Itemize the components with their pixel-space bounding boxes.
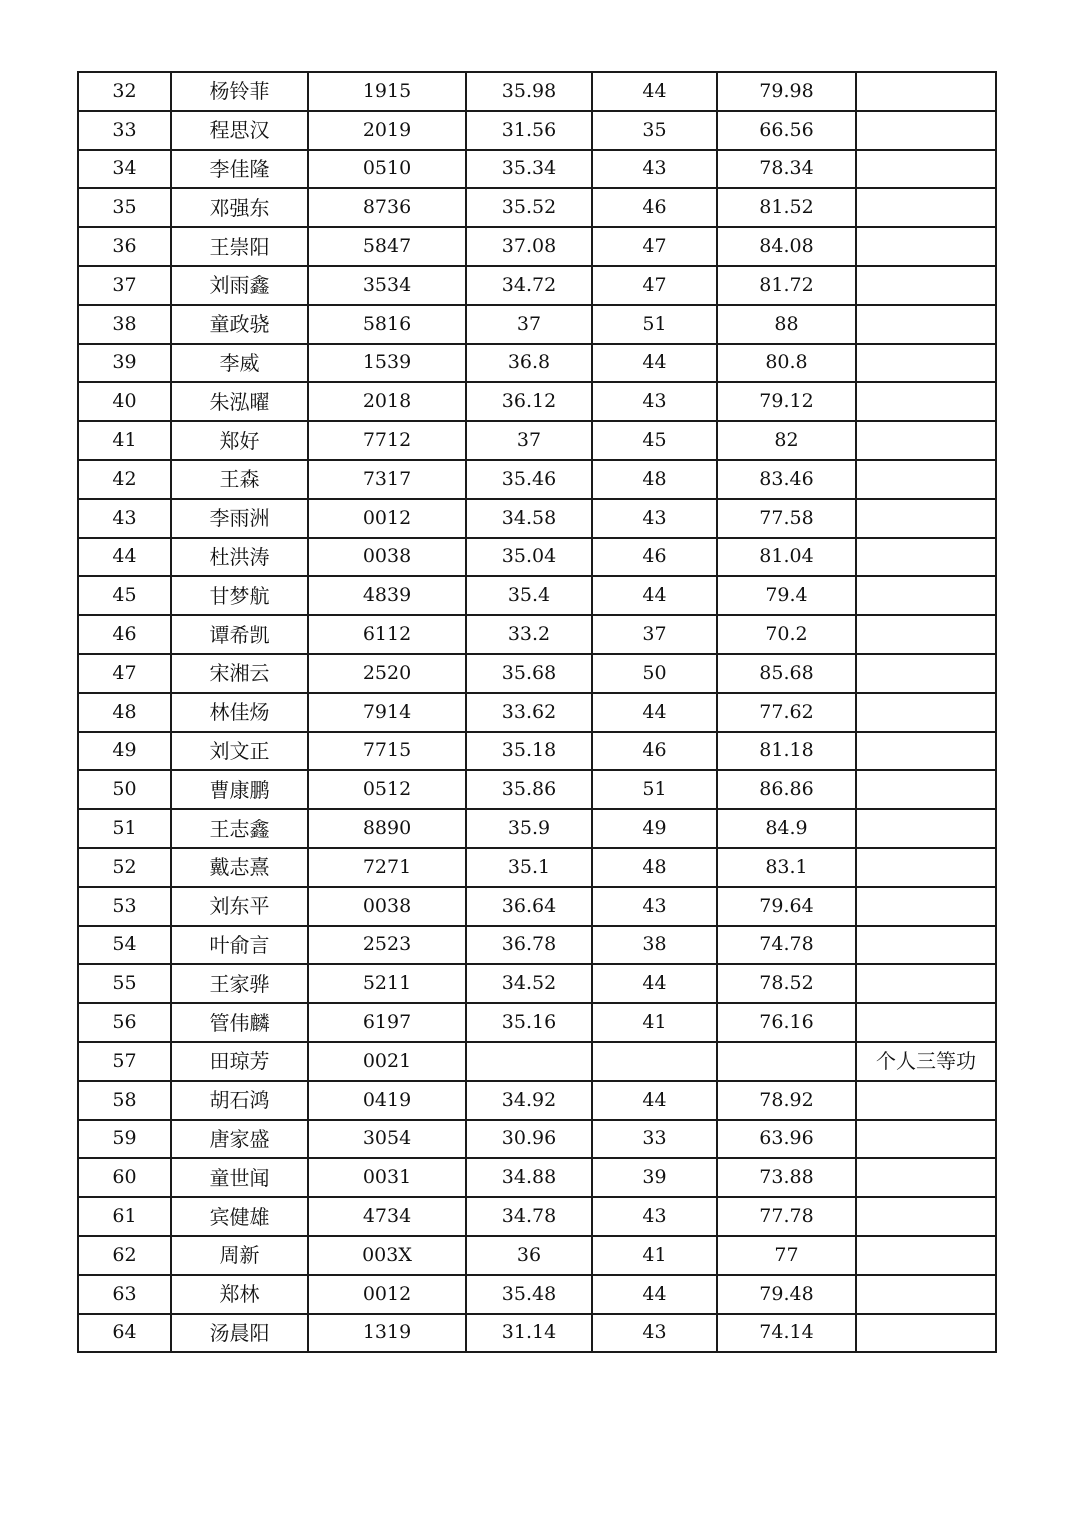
cell-number: 50 [78,770,171,809]
table-row [78,266,996,305]
cell-score-a: 35.98 [466,72,592,111]
cell-remark [856,150,996,189]
cell-id: 2018 [308,382,466,421]
table-row [78,421,996,460]
cell-remark [856,344,996,383]
cell-id: 0012 [308,1275,466,1314]
cell-remark [856,1158,996,1197]
table-row [78,382,996,421]
cell-score-b: 41 [592,1003,717,1042]
cell-remark [856,266,996,305]
cell-total: 78.52 [717,964,856,1003]
cell-name: 王崇阳 [171,227,308,266]
cell-total: 80.8 [717,344,856,383]
cell-name: 田琼芳 [171,1042,308,1081]
cell-number: 39 [78,344,171,383]
cell-remark [856,188,996,227]
cell-score-b: 43 [592,887,717,926]
score-table [77,71,997,1353]
cell-total: 78.92 [717,1081,856,1120]
cell-score-a: 35.04 [466,538,592,577]
cell-name: 童世闻 [171,1158,308,1197]
cell-total: 86.86 [717,770,856,809]
cell-name: 程思汉 [171,111,308,150]
cell-remark [856,887,996,926]
table-row [78,576,996,615]
cell-name: 郑林 [171,1275,308,1314]
table-row [78,1081,996,1120]
table-row [78,1314,996,1353]
cell-name: 李佳隆 [171,150,308,189]
cell-id: 7715 [308,732,466,771]
cell-id: 8890 [308,809,466,848]
cell-total: 70.2 [717,615,856,654]
cell-score-b: 44 [592,344,717,383]
cell-number: 36 [78,227,171,266]
cell-id: 7317 [308,460,466,499]
cell-score-b: 43 [592,1314,717,1353]
cell-score-b: 44 [592,1275,717,1314]
cell-remark [856,964,996,1003]
cell-id: 6197 [308,1003,466,1042]
cell-number: 49 [78,732,171,771]
cell-number: 40 [78,382,171,421]
cell-total: 85.68 [717,654,856,693]
table-row [78,538,996,577]
cell-score-b: 44 [592,693,717,732]
cell-name: 邓强东 [171,188,308,227]
cell-name: 甘梦航 [171,576,308,615]
cell-name: 朱泓曜 [171,382,308,421]
cell-id: 4839 [308,576,466,615]
cell-number: 53 [78,887,171,926]
cell-score-b: 44 [592,72,717,111]
cell-name: 谭希凯 [171,615,308,654]
table-row [78,188,996,227]
cell-score-b: 46 [592,538,717,577]
cell-total: 79.98 [717,72,856,111]
table-row [78,770,996,809]
table-row [78,693,996,732]
cell-total: 83.46 [717,460,856,499]
table-row [78,227,996,266]
cell-remark [856,693,996,732]
cell-id: 0021 [308,1042,466,1081]
cell-total: 81.18 [717,732,856,771]
cell-remark [856,499,996,538]
cell-score-a: 36 [466,1236,592,1275]
cell-number: 57 [78,1042,171,1081]
cell-remark: 个人三等功 [856,1042,996,1081]
cell-score-b: 46 [592,188,717,227]
cell-remark [856,576,996,615]
cell-score-a: 35.68 [466,654,592,693]
cell-score-a: 36.64 [466,887,592,926]
cell-number: 45 [78,576,171,615]
table-row [78,72,996,111]
cell-name: 曹康鹏 [171,770,308,809]
cell-score-b: 43 [592,150,717,189]
cell-number: 44 [78,538,171,577]
cell-number: 32 [78,72,171,111]
table-row [78,654,996,693]
cell-remark [856,1003,996,1042]
cell-remark [856,770,996,809]
cell-score-b: 47 [592,227,717,266]
cell-remark [856,305,996,344]
cell-score-a: 36.78 [466,926,592,965]
table-row [78,1275,996,1314]
cell-id: 7271 [308,848,466,887]
cell-score-a [466,1042,592,1081]
cell-remark [856,382,996,421]
cell-score-b [592,1042,717,1081]
cell-number: 43 [78,499,171,538]
cell-score-a: 35.86 [466,770,592,809]
cell-score-a: 34.72 [466,266,592,305]
cell-score-b: 43 [592,499,717,538]
cell-score-a: 30.96 [466,1120,592,1159]
table-row [78,848,996,887]
cell-score-a: 36.12 [466,382,592,421]
cell-name: 刘雨鑫 [171,266,308,305]
cell-score-b: 41 [592,1236,717,1275]
cell-id: 1319 [308,1314,466,1353]
cell-score-a: 33.2 [466,615,592,654]
cell-remark [856,421,996,460]
cell-name: 李雨洲 [171,499,308,538]
cell-remark [856,1120,996,1159]
cell-remark [856,1314,996,1353]
cell-remark [856,227,996,266]
cell-total: 81.52 [717,188,856,227]
cell-number: 64 [78,1314,171,1353]
cell-score-a: 35.4 [466,576,592,615]
cell-total: 79.4 [717,576,856,615]
cell-total: 77.78 [717,1197,856,1236]
cell-name: 唐家盛 [171,1120,308,1159]
table-row [78,887,996,926]
cell-score-a: 35.18 [466,732,592,771]
cell-score-b: 50 [592,654,717,693]
cell-name: 刘东平 [171,887,308,926]
cell-score-b: 44 [592,576,717,615]
cell-name: 林佳炀 [171,693,308,732]
table-row [78,964,996,1003]
cell-total: 83.1 [717,848,856,887]
cell-number: 46 [78,615,171,654]
cell-score-a: 35.34 [466,150,592,189]
cell-name: 郑好 [171,421,308,460]
cell-score-a: 35.46 [466,460,592,499]
cell-id: 0512 [308,770,466,809]
cell-score-b: 37 [592,615,717,654]
cell-score-a: 35.52 [466,188,592,227]
cell-number: 63 [78,1275,171,1314]
cell-score-a: 37 [466,305,592,344]
cell-total: 79.48 [717,1275,856,1314]
cell-number: 38 [78,305,171,344]
cell-id: 0031 [308,1158,466,1197]
cell-id: 1915 [308,72,466,111]
cell-total: 81.72 [717,266,856,305]
cell-score-b: 35 [592,111,717,150]
table-row [78,1003,996,1042]
cell-id: 3054 [308,1120,466,1159]
cell-id: 0038 [308,887,466,926]
table-row [78,1158,996,1197]
cell-id: 2520 [308,654,466,693]
cell-total: 84.9 [717,809,856,848]
cell-number: 51 [78,809,171,848]
cell-id: 0419 [308,1081,466,1120]
cell-remark [856,809,996,848]
cell-number: 61 [78,1197,171,1236]
cell-score-a: 31.14 [466,1314,592,1353]
cell-remark [856,1275,996,1314]
cell-number: 60 [78,1158,171,1197]
cell-score-a: 35.48 [466,1275,592,1314]
table-row [78,1197,996,1236]
cell-score-a: 35.9 [466,809,592,848]
cell-total: 74.14 [717,1314,856,1353]
cell-id: 0012 [308,499,466,538]
cell-score-a: 35.1 [466,848,592,887]
cell-score-a: 34.92 [466,1081,592,1120]
cell-name: 宋湘云 [171,654,308,693]
cell-score-b: 38 [592,926,717,965]
cell-name: 胡石鸿 [171,1081,308,1120]
cell-number: 52 [78,848,171,887]
cell-id: 3534 [308,266,466,305]
cell-number: 37 [78,266,171,305]
cell-name: 童政骁 [171,305,308,344]
cell-number: 54 [78,926,171,965]
cell-number: 34 [78,150,171,189]
cell-name: 管伟麟 [171,1003,308,1042]
cell-number: 48 [78,693,171,732]
cell-total: 77.62 [717,693,856,732]
score-table-body [78,72,996,1352]
cell-name: 戴志熹 [171,848,308,887]
cell-id: 003X [308,1236,466,1275]
table-row [78,460,996,499]
cell-id: 4734 [308,1197,466,1236]
cell-remark [856,72,996,111]
cell-total: 82 [717,421,856,460]
cell-score-b: 46 [592,732,717,771]
cell-remark [856,848,996,887]
cell-remark [856,460,996,499]
cell-total: 63.96 [717,1120,856,1159]
cell-score-b: 47 [592,266,717,305]
cell-total: 78.34 [717,150,856,189]
cell-remark [856,654,996,693]
cell-score-a: 34.52 [466,964,592,1003]
cell-total: 79.64 [717,887,856,926]
cell-number: 33 [78,111,171,150]
cell-name: 杜洪涛 [171,538,308,577]
cell-name: 叶俞言 [171,926,308,965]
table-row [78,1236,996,1275]
cell-name: 李威 [171,344,308,383]
cell-total: 73.88 [717,1158,856,1197]
cell-remark [856,1236,996,1275]
cell-id: 8736 [308,188,466,227]
cell-id: 2019 [308,111,466,150]
cell-name: 宾健雄 [171,1197,308,1236]
cell-name: 王志鑫 [171,809,308,848]
table-row [78,111,996,150]
table-row [78,732,996,771]
cell-name: 杨铃菲 [171,72,308,111]
table-row [78,344,996,383]
cell-total: 79.12 [717,382,856,421]
table-row [78,926,996,965]
cell-name: 刘文正 [171,732,308,771]
cell-score-b: 48 [592,848,717,887]
cell-number: 55 [78,964,171,1003]
cell-total: 76.16 [717,1003,856,1042]
cell-score-a: 36.8 [466,344,592,383]
cell-score-b: 48 [592,460,717,499]
cell-score-a: 37 [466,421,592,460]
cell-number: 62 [78,1236,171,1275]
cell-name: 周新 [171,1236,308,1275]
cell-id: 5816 [308,305,466,344]
cell-score-b: 43 [592,1197,717,1236]
cell-remark [856,732,996,771]
cell-score-a: 31.56 [466,111,592,150]
table-row [78,615,996,654]
cell-id: 0510 [308,150,466,189]
cell-remark [856,1197,996,1236]
cell-total: 77 [717,1236,856,1275]
cell-total: 66.56 [717,111,856,150]
table-row [78,499,996,538]
cell-total: 81.04 [717,538,856,577]
cell-name: 王家骅 [171,964,308,1003]
cell-total [717,1042,856,1081]
cell-number: 35 [78,188,171,227]
cell-score-b: 44 [592,1081,717,1120]
cell-remark [856,538,996,577]
cell-total: 77.58 [717,499,856,538]
cell-total: 88 [717,305,856,344]
cell-remark [856,111,996,150]
table-row [78,150,996,189]
table-row [78,809,996,848]
table-row [78,1042,996,1081]
cell-id: 1539 [308,344,466,383]
cell-number: 59 [78,1120,171,1159]
cell-number: 41 [78,421,171,460]
cell-name: 王森 [171,460,308,499]
cell-id: 5211 [308,964,466,1003]
cell-id: 5847 [308,227,466,266]
cell-score-a: 34.78 [466,1197,592,1236]
cell-number: 47 [78,654,171,693]
cell-score-b: 45 [592,421,717,460]
cell-score-a: 33.62 [466,693,592,732]
cell-number: 58 [78,1081,171,1120]
cell-score-b: 49 [592,809,717,848]
cell-score-a: 34.88 [466,1158,592,1197]
cell-remark [856,1081,996,1120]
cell-score-a: 35.16 [466,1003,592,1042]
cell-id: 0038 [308,538,466,577]
cell-id: 6112 [308,615,466,654]
cell-score-a: 34.58 [466,499,592,538]
cell-score-b: 51 [592,305,717,344]
cell-id: 7914 [308,693,466,732]
cell-id: 2523 [308,926,466,965]
cell-score-a: 37.08 [466,227,592,266]
cell-score-b: 33 [592,1120,717,1159]
table-row [78,1120,996,1159]
cell-total: 74.78 [717,926,856,965]
table-row [78,305,996,344]
cell-remark [856,615,996,654]
cell-number: 56 [78,1003,171,1042]
cell-remark [856,926,996,965]
cell-score-b: 44 [592,964,717,1003]
cell-id: 7712 [308,421,466,460]
cell-number: 42 [78,460,171,499]
cell-total: 84.08 [717,227,856,266]
cell-score-b: 43 [592,382,717,421]
cell-name: 汤晨阳 [171,1314,308,1353]
cell-score-b: 39 [592,1158,717,1197]
cell-score-b: 51 [592,770,717,809]
